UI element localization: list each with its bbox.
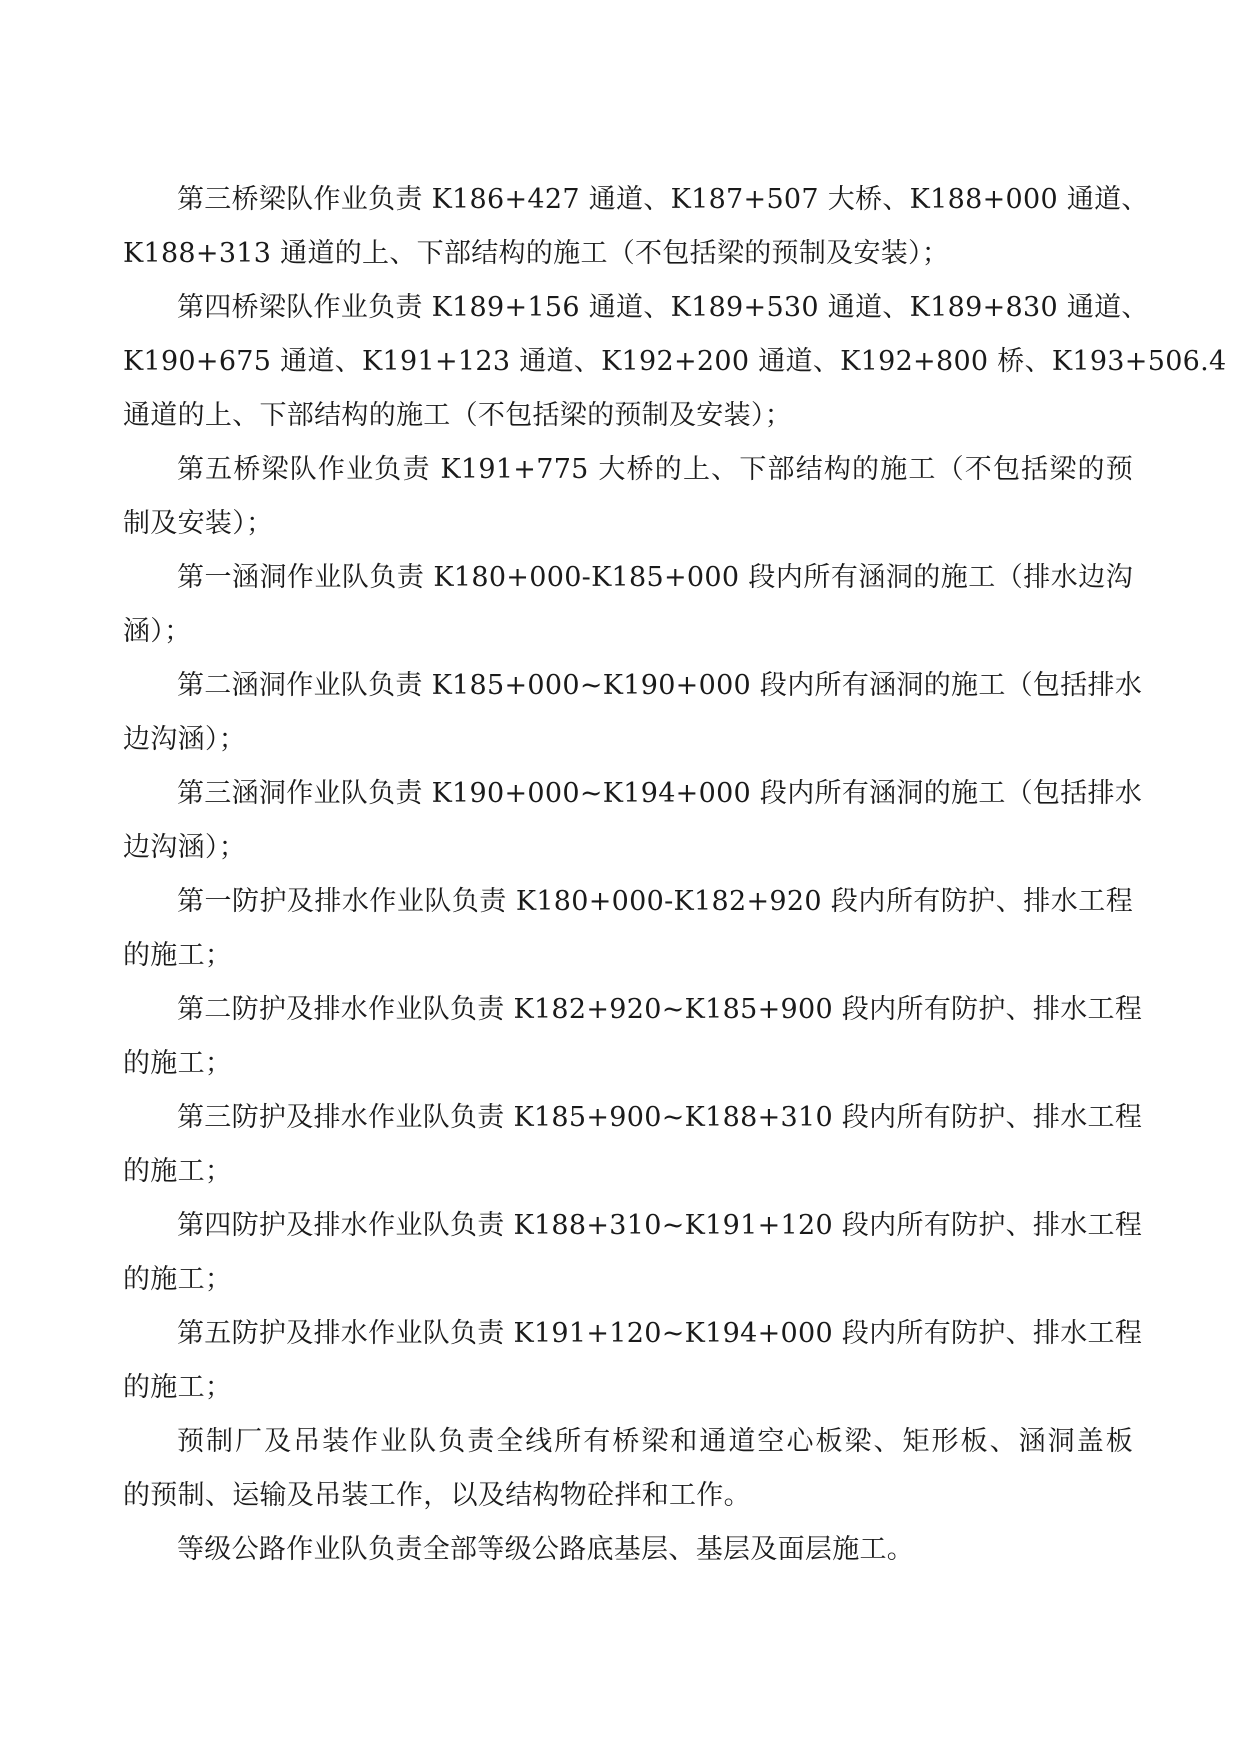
text-line: 涵）； xyxy=(123,616,192,647)
text-line: 第三涵洞作业队负责 K190+000~K194+000 段内所有涵洞的施工（包括排水 xyxy=(177,778,1143,809)
paragraph-drainage-team-4 xyxy=(123,1199,1143,1307)
text-line: 制及安装）； xyxy=(123,508,274,539)
text-line: 等级公路作业队负责全部等级公路底基层、基层及面层施工。 xyxy=(177,1534,915,1565)
text-line: 预制厂及吊装作业队负责全线所有桥梁和通道空心板梁、矩形板、涵洞盖板 xyxy=(177,1426,1133,1457)
paragraph-culvert-team-3 xyxy=(123,767,1143,875)
text-line: 第三防护及排水作业队负责 K185+900~K188+310 段内所有防护、排水工程 xyxy=(177,1102,1143,1133)
text-line: 第五防护及排水作业队负责 K191+120~K194+000 段内所有防护、排水工程 xyxy=(177,1318,1143,1349)
text-line: 的施工； xyxy=(123,1048,233,1079)
text-line: 第二防护及排水作业队负责 K182+920~K185+900 段内所有防护、排水工程 xyxy=(177,994,1143,1025)
document-page xyxy=(123,173,1227,1577)
text-line: 第四防护及排水作业队负责 K188+310~K191+120 段内所有防护、排水工程 xyxy=(177,1210,1143,1241)
text-line: 的施工； xyxy=(123,1264,233,1295)
text-line: 第五桥梁队作业负责 K191+775 大桥的上、下部结构的施工（不包括梁的预 xyxy=(177,454,1133,485)
text-line: 通道的上、下部结构的施工（不包括梁的预制及安装）； xyxy=(123,400,792,431)
text-line: 边沟涵）； xyxy=(123,832,246,863)
paragraph-drainage-team-3 xyxy=(123,1091,1143,1199)
text-line: 第二涵洞作业队负责 K185+000~K190+000 段内所有涵洞的施工（包括排水 xyxy=(177,670,1143,701)
text-line: 第四桥梁队作业负责 K189+156 通道、K189+530 通道、K189+830 通道、 xyxy=(177,292,1149,323)
text-line: 的预制、运输及吊装工作，以及结构物砼拌和工作。 xyxy=(123,1480,751,1511)
text-line: 的施工； xyxy=(123,940,233,971)
paragraph-culvert-team-1 xyxy=(123,551,1133,659)
paragraph-drainage-team-1 xyxy=(123,875,1133,983)
text-line: 的施工； xyxy=(123,1372,233,1403)
paragraph-precast-team xyxy=(123,1415,1133,1523)
text-line: 的施工； xyxy=(123,1156,233,1187)
paragraph-bridge-team-5 xyxy=(123,443,1133,551)
paragraph-drainage-team-2 xyxy=(123,983,1143,1091)
text-line: 第一防护及排水作业队负责 K180+000-K182+920 段内所有防护、排水工程 xyxy=(177,886,1133,917)
paragraph-bridge-team-3 xyxy=(123,173,1149,281)
paragraph-culvert-team-2 xyxy=(123,659,1143,767)
text-line: 第三桥梁队作业负责 K186+427 通道、K187+507 大桥、K188+000 通道、 xyxy=(177,184,1149,215)
text-line: 边沟涵）； xyxy=(123,724,246,755)
paragraph-road-team xyxy=(123,1523,1133,1577)
text-line: 第一涵洞作业队负责 K180+000-K185+000 段内所有涵洞的施工（排水边沟 xyxy=(177,562,1133,593)
text-line: K188+313 通道的上、下部结构的施工（不包括梁的预制及安装）； xyxy=(123,238,950,269)
paragraph-drainage-team-5 xyxy=(123,1307,1143,1415)
paragraph-bridge-team-4 xyxy=(123,281,1227,443)
text-line: K190+675 通道、K191+123 通道、K192+200 通道、K192+800 桥、K193+506.4 xyxy=(123,346,1227,377)
